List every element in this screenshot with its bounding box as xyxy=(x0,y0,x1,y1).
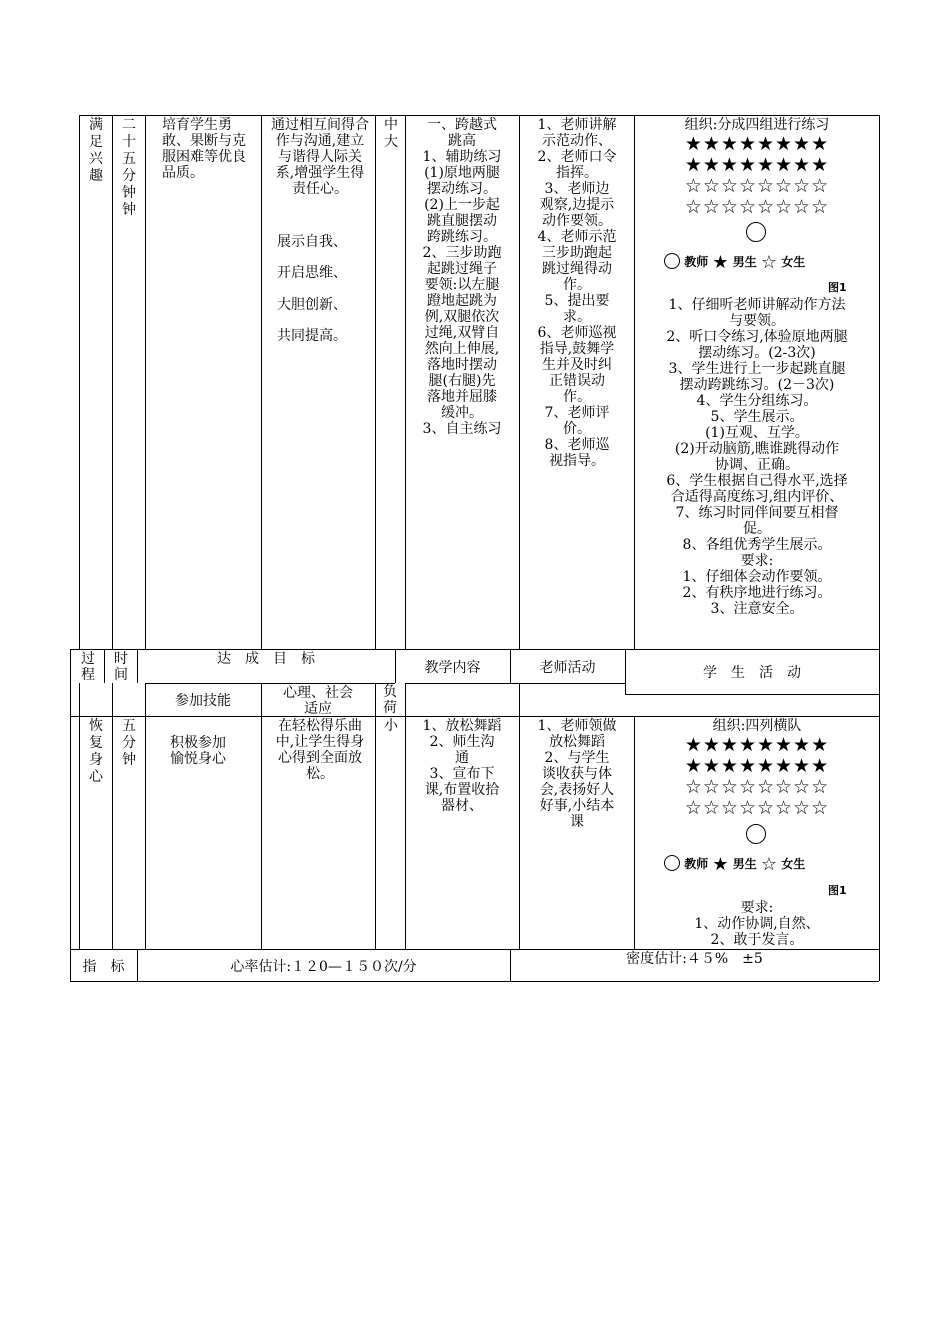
social-item-3: 大胆创新、 xyxy=(277,297,347,313)
indicator-label: 指 标 xyxy=(82,959,125,975)
formation-legend xyxy=(664,253,805,272)
figure-label-1: 图1 xyxy=(828,281,847,294)
girls-row-4: ☆☆☆☆☆☆☆☆ xyxy=(684,797,830,819)
student-activity-1: 1、仔细听老师讲解动作方法 与要领。 2、听口令练习,体验原地两腿 摆动练习。(2-3次) 3、学生进行上一步起跳直腿 摆动跨跳练习。(2－3次) 4、学生分组练习。 5、学生展示。 (1)互观、互学。 (2)开动脑筋,瞧谁跳得动作 协调、正确。 6、学生根据自己得水平,选择 合适得高度练习,组内评价、 7、练习时同伴间要互相督 促。 8、各组优秀学生展示。 要求: 1、仔细体会动作要领。 2、有秩序地进行练习。 3、注意安全。 xyxy=(666,297,848,617)
boys-row-1: ★★★★★★★★ xyxy=(684,133,830,155)
boy-star-icon: ★ xyxy=(712,854,729,875)
heart-rate-estimate: 心率估计:１２0—１５０次/分 xyxy=(230,959,417,975)
teacher-circle-icon xyxy=(664,253,680,269)
legend-teacher-label: 教师 xyxy=(684,857,709,871)
header-time: 时 间 xyxy=(114,651,128,683)
boy-star-icon: ★ xyxy=(712,252,729,273)
girls-row-2: ☆☆☆☆☆☆☆☆ xyxy=(684,196,830,218)
legend-boy-label: 男生 xyxy=(732,857,757,871)
teacher-activity-2: 1、老师领做 放松舞蹈 2、与学生 谈收获与体 会,表扬好人 好事,小结本 课 xyxy=(537,718,617,830)
legend-girl-label: 女生 xyxy=(781,857,806,871)
boys-row-4: ★★★★★★★★ xyxy=(684,755,830,777)
header-teacher: 老师活动 xyxy=(539,660,596,676)
girl-star-icon: ☆ xyxy=(760,854,778,875)
header-student: 学 生 活 动 xyxy=(703,665,801,681)
girls-row-3: ☆☆☆☆☆☆☆☆ xyxy=(684,776,830,798)
header-content: 教学内容 xyxy=(424,660,481,676)
header-load: 负 荷 xyxy=(383,684,397,716)
formation-legend-2 xyxy=(664,855,805,874)
organization-title-2: 组织:四列横队 xyxy=(712,718,802,734)
goal-category-1: 满 足 兴 趣 xyxy=(89,117,103,184)
figure-label-2: 图1 xyxy=(828,884,847,897)
teacher-position-icon xyxy=(746,222,766,242)
girl-star-icon: ☆ xyxy=(760,252,778,273)
header-skill: 参加技能 xyxy=(175,693,231,709)
legend-boy-label: 男生 xyxy=(732,255,757,269)
time-2: 五 分 钟 xyxy=(122,718,136,768)
legend-girl-label: 女生 xyxy=(781,255,806,269)
legend-teacher-label: 教师 xyxy=(684,255,709,269)
header-social: 心理、社会 适应 xyxy=(283,685,353,717)
boys-row-2: ★★★★★★★★ xyxy=(684,154,830,176)
skill-goal-1: 培育学生勇敢、果断与克服困难等优良品质。 xyxy=(162,117,246,181)
social-item-1: 展示自我、 xyxy=(277,234,347,250)
time-1: 二 十 五 分 钟 钟 xyxy=(122,117,136,218)
content-1: 一、跨越式 跳高 1、辅助练习 (1)原地两腿 摆动练习。 (2)上一步起 跳直腿摆动 跨跳练习。 2、三步助跑 起跳过绳子 要领:以左腿 蹬地起跳为 例,双腿依次 过绳,双臂自 然向上伸展, 落地时摆动 腿(右腿)先 落地并屈膝 缓冲。 3、自主练习 xyxy=(422,117,502,437)
load-1: 中 大 xyxy=(384,117,398,150)
social-item-2: 开启思维、 xyxy=(277,265,347,281)
goal-category-2: 恢 复 身 心 xyxy=(89,718,103,785)
skill-goal-2: 积极参加 愉悦身心 xyxy=(170,735,226,767)
girls-row-1: ☆☆☆☆☆☆☆☆ xyxy=(684,175,830,197)
boys-row-3: ★★★★★★★★ xyxy=(684,734,830,756)
social-goal-1: 通过相互间得合作与沟通,建立与谐得人际关系,增强学生得责任心。 xyxy=(271,117,369,197)
load-2: 小 xyxy=(384,718,398,734)
teacher-activity-1: 1、老师讲解 示范动作、 2、老师口令 指挥。 3、老师边 观察,边提示 动作要领。 4、老师示范 三步助跑起 跳过绳得动 作。 5、提出要 求。 6、老师巡视 指导,鼓舞学 生并及时纠 正错误动 作。 7、老师评 价。 8、老师巡 视指导。 xyxy=(537,117,617,469)
density-estimate: 密度估计:４５% ±5 xyxy=(626,951,763,967)
teacher-position-icon-2 xyxy=(746,824,766,844)
social-item-4: 共同提高。 xyxy=(277,328,347,344)
content-2: 1、放松舞蹈 2、师生沟 通 3、宣布下 课,布置收拾 器材、 xyxy=(422,718,502,814)
header-process: 过 程 xyxy=(81,651,95,683)
teacher-circle-icon xyxy=(664,855,680,871)
student-activity-2: 要求: 1、动作协调,自然、 2、敢于发言。 xyxy=(694,900,820,948)
organization-title-1: 组织:分成四组进行练习 xyxy=(684,117,830,133)
social-goal-2: 在轻松得乐曲中,让学生得身心得到全面放松。 xyxy=(275,718,365,782)
header-goal: 达 成 目 标 xyxy=(217,651,315,667)
